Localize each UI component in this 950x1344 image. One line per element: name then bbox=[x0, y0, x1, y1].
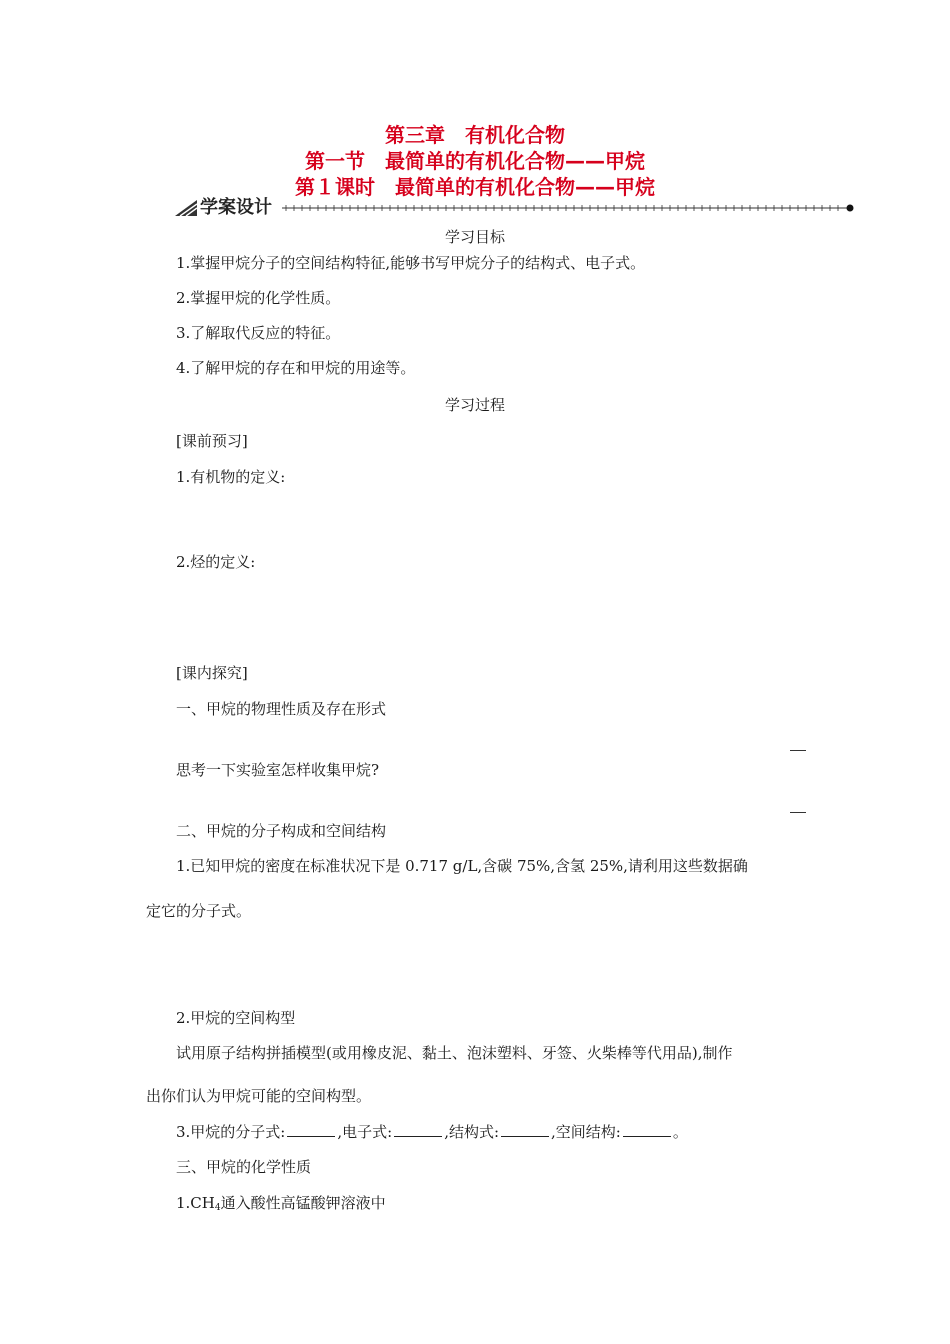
lesson-title: 第１课时 最简单的有机化合物——甲烷 bbox=[295, 175, 655, 199]
part1-heading: 一、甲烷的物理性质及存在形式 bbox=[176, 700, 387, 718]
electron-blank[interactable] bbox=[394, 1121, 442, 1137]
title-block bbox=[0, 122, 950, 200]
explore-label: [课内探究] bbox=[176, 664, 248, 682]
part2-question-1-line2: 定它的分子式。 bbox=[146, 902, 252, 920]
goal-item: 4.了解甲烷的存在和甲烷的用途等。 bbox=[176, 359, 416, 377]
part2-question-2-line1: 试用原子结构拼插模型(或用橡皮泥、黏土、泡沫塑料、牙签、火柴棒等代用品),制作 bbox=[176, 1044, 733, 1062]
answer-dash bbox=[790, 812, 806, 813]
part2-heading: 二、甲烷的分子构成和空间结构 bbox=[176, 822, 387, 840]
study-plan-banner bbox=[175, 196, 855, 220]
structure-blank[interactable] bbox=[501, 1121, 549, 1137]
part3-heading: 三、甲烷的化学性质 bbox=[176, 1158, 312, 1176]
preview-question-1: 1.有机物的定义: bbox=[176, 468, 286, 486]
preview-label: [课前预习] bbox=[176, 432, 248, 450]
part2-question-3 bbox=[176, 1121, 688, 1143]
electron-label: ,电子式: bbox=[337, 1123, 393, 1141]
spatial-blank[interactable] bbox=[623, 1121, 671, 1137]
goals-heading: 学习目标 bbox=[444, 228, 505, 246]
part2-question-2: 2.甲烷的空间构型 bbox=[176, 1009, 296, 1027]
section-title: 第一节 最简单的有机化合物——甲烷 bbox=[305, 149, 645, 173]
ch4-subscript: 4 bbox=[214, 1203, 221, 1213]
process-heading: 学习过程 bbox=[444, 396, 505, 414]
formula-blank[interactable] bbox=[287, 1121, 335, 1137]
banner-label: 学案设计 bbox=[200, 197, 272, 218]
formula-label: 3.甲烷的分子式: bbox=[176, 1123, 286, 1141]
part2-question-2-line2: 出你们认为甲烷可能的空间构型。 bbox=[146, 1087, 372, 1105]
dotted-rule bbox=[282, 202, 855, 214]
part2-question-1-line1: 1.已知甲烷的密度在标准状况下是 0.717 g/L,含碳 75%,含氢 25%,请利用这些数据确 bbox=[176, 857, 748, 875]
answer-dash bbox=[790, 750, 806, 751]
preview-question-2: 2.烃的定义: bbox=[176, 553, 256, 571]
triangle-stripe-icon bbox=[175, 200, 197, 216]
ch4-suffix: 通入酸性高锰酸钾溶液中 bbox=[220, 1194, 386, 1212]
structure-label: ,结构式: bbox=[444, 1123, 500, 1141]
goal-item: 2.掌握甲烷的化学性质。 bbox=[176, 289, 341, 307]
ch4-prefix: 1.CH bbox=[176, 1194, 215, 1212]
think-question: 思考一下实验室怎样收集甲烷? bbox=[176, 761, 380, 779]
sentence-end: 。 bbox=[672, 1123, 688, 1141]
chapter-title: 第三章 有机化合物 bbox=[385, 123, 565, 147]
goal-item: 3.了解取代反应的特征。 bbox=[176, 324, 341, 342]
goal-item: 1.掌握甲烷分子的空间结构特征,能够书写甲烷分子的结构式、电子式。 bbox=[176, 254, 646, 272]
spatial-label: ,空间结构: bbox=[551, 1123, 621, 1141]
part3-question-1 bbox=[176, 1192, 386, 1219]
